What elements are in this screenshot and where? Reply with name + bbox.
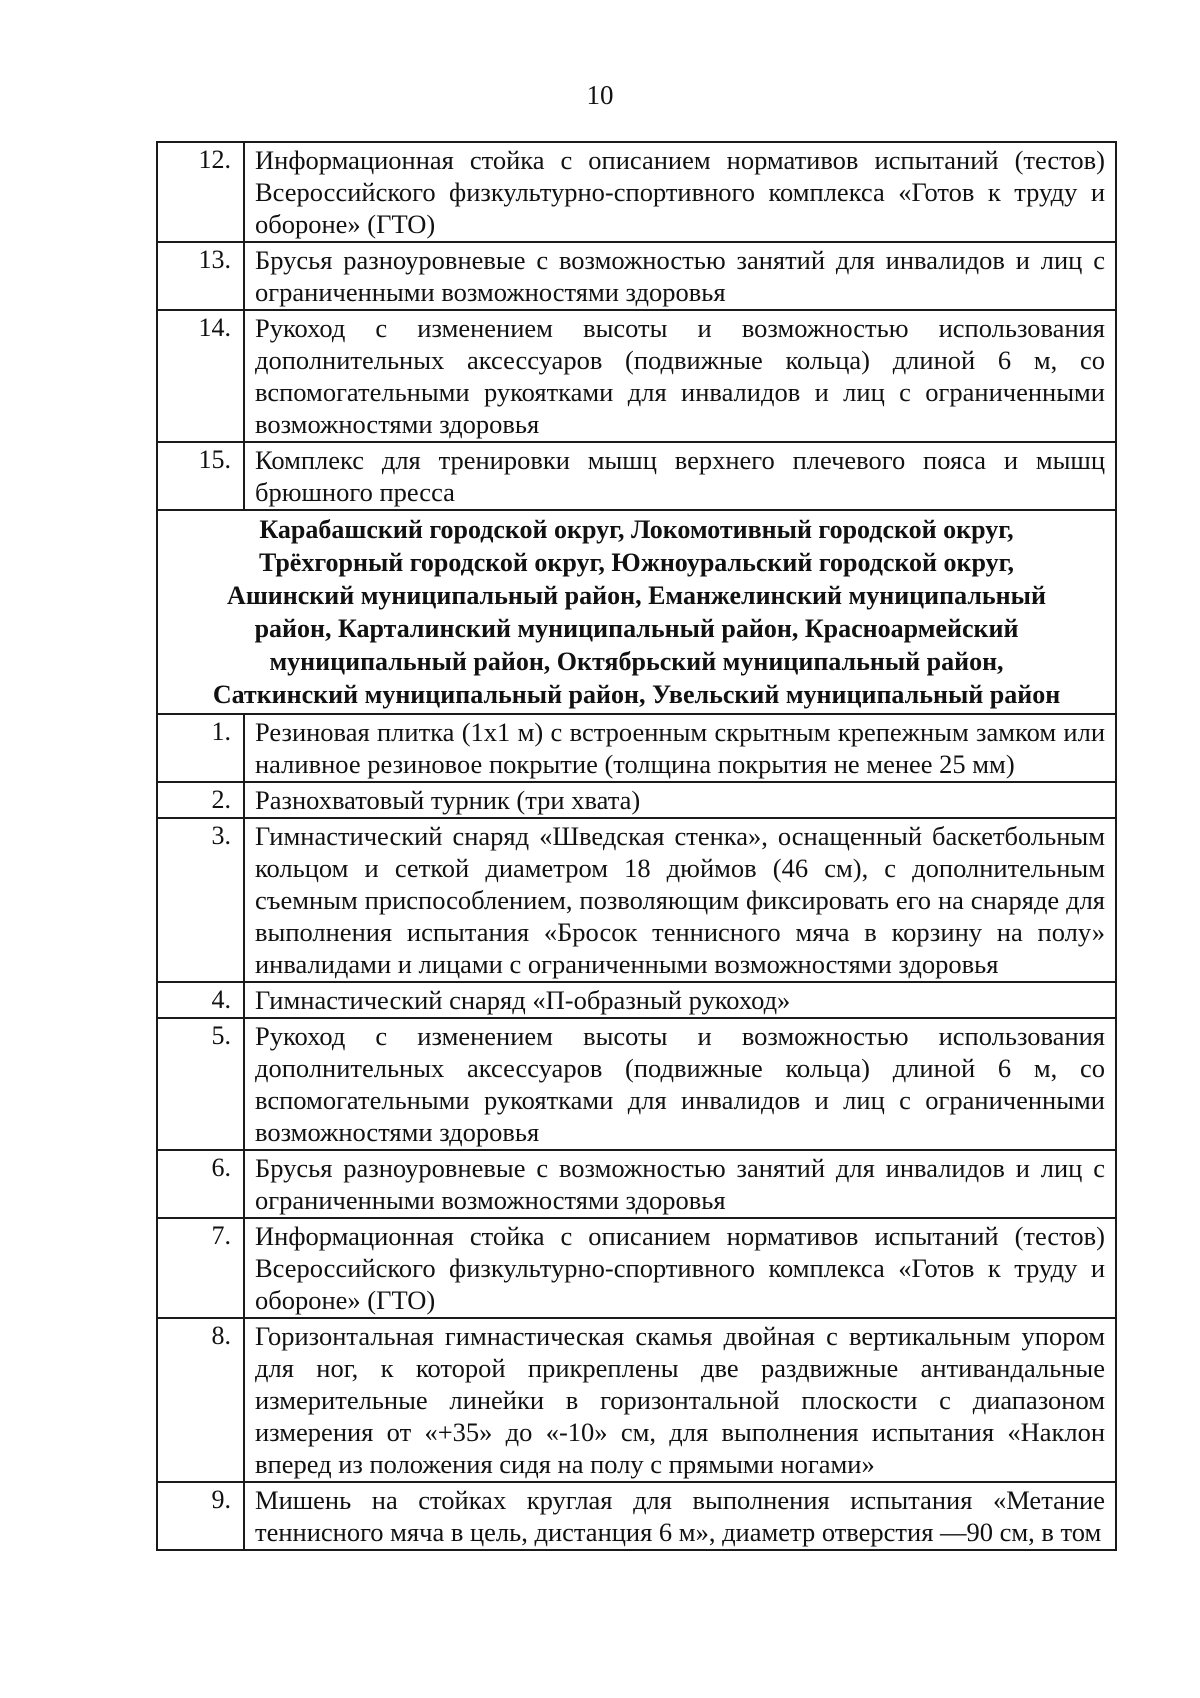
table-row (157, 1482, 1116, 1550)
row-number: 5. (157, 1018, 244, 1150)
table-row (157, 714, 1116, 782)
row-text: Рукоход с изменением высоты и возможностью использования дополнительных аксессуаров (подвижные кольца) длиной 6 м, со вспомогательными рукоятками для инвалидов и лиц с ограниченными возможностями здоровья (244, 310, 1116, 442)
table-row (157, 242, 1116, 310)
section-header-line: Трёхгорный городской округ, Южноуральский городской округ, (259, 548, 1014, 577)
row-text: Мишень на стойках круглая для выполнения испытания «Метание теннисного мяча в цель, дистанция 6 м», диаметр отверстия —90 см, в том (244, 1482, 1116, 1550)
section-header-line: Карабашский городской округ, Локомотивный городской округ, (259, 515, 1014, 544)
row-number: 2. (157, 782, 244, 818)
row-number: 6. (157, 1150, 244, 1218)
row-number: 12. (157, 142, 244, 242)
row-number: 8. (157, 1318, 244, 1482)
table-row (157, 982, 1116, 1018)
row-text: Резиновая плитка (1x1 м) с встроенным скрытным крепежным замком или наливное резиновое покрытие (толщина покрытия не менее 25 мм) (244, 714, 1116, 782)
row-text: Комплекс для тренировки мышц верхнего плечевого пояса и мышц брюшного пресса (244, 442, 1116, 510)
equipment-table (156, 141, 1117, 1551)
row-number: 15. (157, 442, 244, 510)
section-header (157, 510, 1116, 714)
row-text: Гимнастический снаряд «П-образный рукоход» (244, 982, 1116, 1018)
table-row (157, 1218, 1116, 1318)
row-number: 4. (157, 982, 244, 1018)
table-row (157, 1018, 1116, 1150)
table-row (157, 310, 1116, 442)
section-header-line: Саткинский муниципальный район, Увельский муниципальный район (212, 680, 1061, 709)
row-text: Разнохватовый турник (три хвата) (244, 782, 1116, 818)
row-number: 1. (157, 714, 244, 782)
row-text: Брусья разноуровневые с возможностью занятий для инвалидов и лиц с ограниченными возможностями здоровья (244, 1150, 1116, 1218)
table-row (157, 442, 1116, 510)
row-number: 9. (157, 1482, 244, 1550)
row-text: Гимнастический снаряд «Шведская стенка», оснащенный баскетбольным кольцом и сеткой диаметром 18 дюймов (46 см), с дополнительным съемным приспособлением, позволяющим фиксировать его на снаряде для выполнения испытания «Бросок теннисного мяча в корзину на полу» инвалидами и лицами с ограниченными возможностями здоровья (244, 818, 1116, 982)
section-header-row (157, 510, 1116, 714)
row-text: Информационная стойка с описанием нормативов испытаний (тестов) Всероссийского физкультурно-спортивного комплекса «Готов к труду и обороне» (ГТО) (244, 1218, 1116, 1318)
row-text: Горизонтальная гимнастическая скамья двойная с вертикальным упором для ног, к которой прикреплены две раздвижные антивандальные измерительные линейки в горизонтальной плоскости с диапазоном измерения от «+35» до «-10» см, для выполнения испытания «Наклон вперед из положения сидя на полу с прямыми ногами» (244, 1318, 1116, 1482)
row-number: 14. (157, 310, 244, 442)
row-number: 7. (157, 1218, 244, 1318)
section-header-line: муниципальный район, Октябрьский муниципальный район, (269, 647, 1004, 676)
section-header-line: район, Карталинский муниципальный район, Красноармейский (254, 614, 1019, 643)
row-text: Информационная стойка с описанием нормативов испытаний (тестов) Всероссийского физкультурно-спортивного комплекса «Готов к труду и обороне» (ГТО) (244, 142, 1116, 242)
table-row (157, 782, 1116, 818)
row-number: 3. (157, 818, 244, 982)
section-header-line: Ашинский муниципальный район, Еманжелинский муниципальный (227, 581, 1046, 610)
row-text: Брусья разноуровневые с возможностью занятий для инвалидов и лиц с ограниченными возможностями здоровья (244, 242, 1116, 310)
table-row (157, 818, 1116, 982)
table-row (157, 142, 1116, 242)
row-text: Рукоход с изменением высоты и возможностью использования дополнительных аксессуаров (подвижные кольца) длиной 6 м, со вспомогательными рукоятками для инвалидов и лиц с ограниченными возможностями здоровья (244, 1018, 1116, 1150)
table-row (157, 1150, 1116, 1218)
row-number: 13. (157, 242, 244, 310)
page-number: 10 (586, 80, 614, 110)
table-row (157, 1318, 1116, 1482)
